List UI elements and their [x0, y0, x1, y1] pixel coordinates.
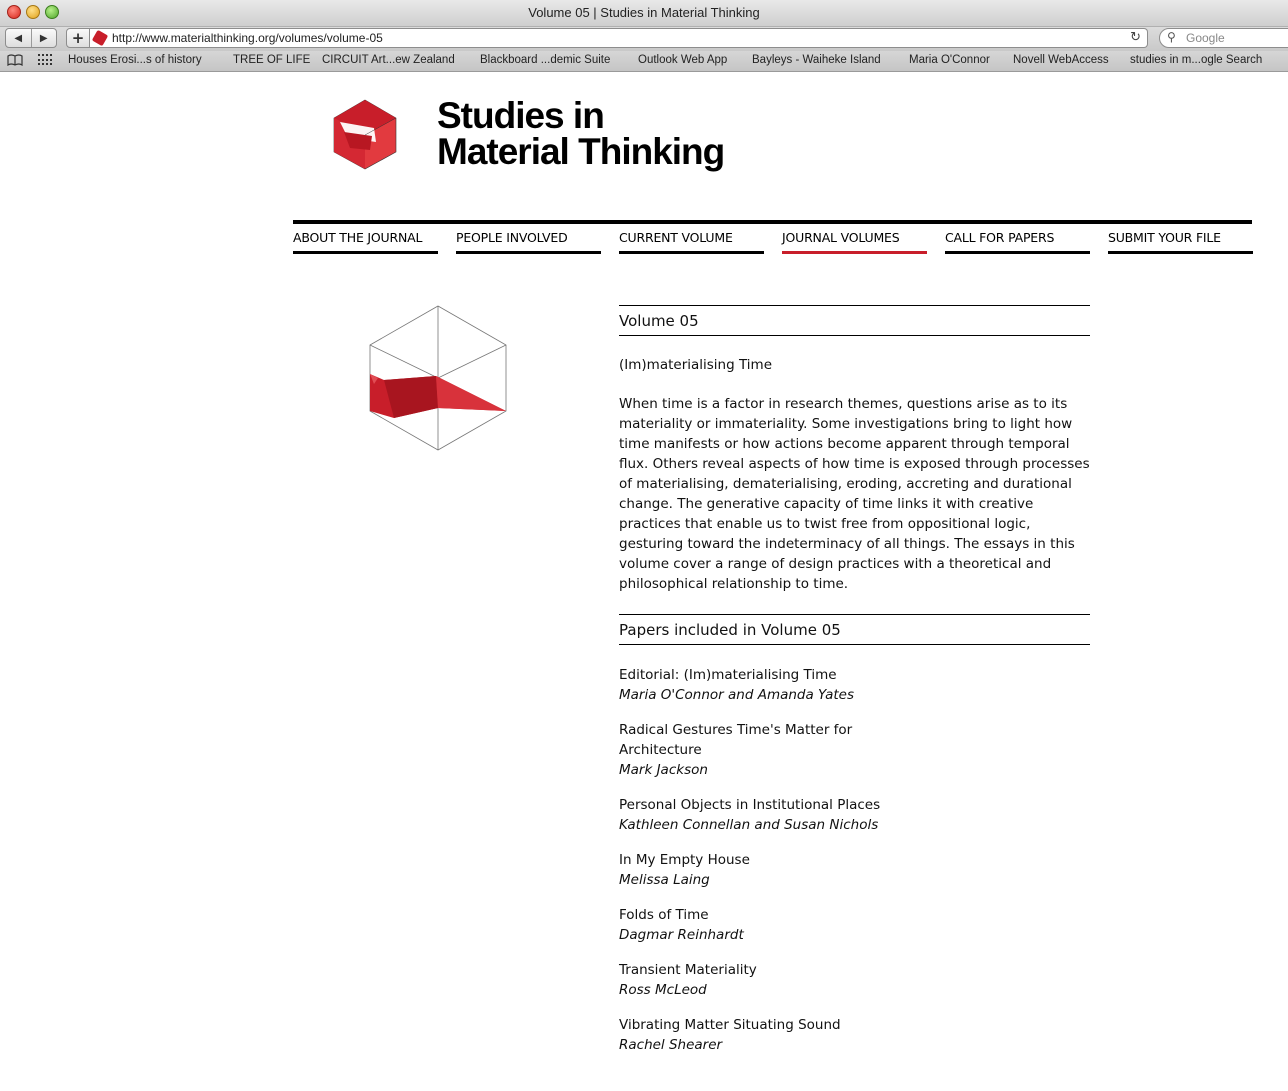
- bookmark-item[interactable]: Houses Erosi...s of history: [68, 54, 202, 66]
- volume-heading: Volume 05: [619, 305, 1090, 336]
- window-title: Volume 05 | Studies in Material Thinking: [528, 5, 760, 20]
- bookmark-item[interactable]: studies in m...ogle Search: [1130, 54, 1263, 66]
- site-favicon-icon: [92, 30, 108, 46]
- paper-title[interactable]: Personal Objects in Institutional Places: [619, 797, 881, 813]
- papers-list: [619, 665, 1090, 1055]
- paper-authors: Kathleen Connellan and Susan Nichols: [619, 817, 879, 833]
- site-title-line1: Studies in: [437, 95, 604, 136]
- bookmark-item[interactable]: Maria O'Connor: [909, 54, 990, 66]
- paper-authors: Maria O'Connor and Amanda Yates: [619, 687, 854, 703]
- bookmark-item[interactable]: Outlook Web App: [638, 54, 728, 66]
- nav-journal-volumes[interactable]: JOURNAL VOLUMES: [782, 224, 927, 254]
- paper-authors: Rachel Shearer: [619, 1037, 723, 1053]
- nav-call-for-papers[interactable]: CALL FOR PAPERS: [945, 224, 1090, 254]
- paper-title[interactable]: Vibrating Matter Situating Sound: [619, 1017, 841, 1033]
- add-bookmark-button[interactable]: +: [66, 28, 90, 48]
- paper-authors: Dagmar Reinhardt: [619, 927, 744, 943]
- bookmark-item[interactable]: CIRCUIT Art...ew Zealand: [322, 54, 455, 66]
- volume-content: [619, 305, 1090, 1070]
- top-sites-grid-icon[interactable]: [38, 54, 52, 66]
- paper-authors: Mark Jackson: [619, 762, 708, 778]
- bookmarks-bar: [0, 51, 1288, 72]
- bookmark-item[interactable]: Blackboard ...demic Suite: [480, 54, 611, 66]
- paper-item[interactable]: [619, 720, 1090, 780]
- forward-arrow-icon[interactable]: ▶: [39, 32, 48, 44]
- paper-item[interactable]: [619, 905, 1090, 945]
- search-field[interactable]: [1159, 28, 1288, 48]
- paper-authors: Ross McLeod: [619, 982, 707, 998]
- volume-cube-illustration: [368, 304, 508, 452]
- reading-list-book-icon[interactable]: [7, 54, 23, 66]
- reload-icon[interactable]: ↻: [1130, 30, 1141, 45]
- paper-title[interactable]: In My Empty House: [619, 852, 750, 868]
- history-buttons: [5, 28, 57, 48]
- papers-heading: Papers included in Volume 05: [619, 614, 1090, 645]
- url-text[interactable]: http://www.materialthinking.org/volumes/volume-05: [112, 31, 383, 45]
- search-placeholder: Google: [1186, 31, 1225, 45]
- volume-description: When time is a factor in research themes, questions arise as to its materiality or immateriality. Some investigations bring to light how time manifests or how actions become apparent through temporal flux. Others reveal aspects of how time is exposed through processes of materialising, dematerialising, eroding, accreting and durational change. The generative capacity of time links it with creative practices that enable us to twist free from oppositional logic, gesturing toward the indeterminacy of all things. The essays in this volume cover a range of design practices with a theoretical and philosophical relationship to time.: [619, 396, 1090, 592]
- paper-item[interactable]: [619, 795, 1090, 835]
- bookmark-item[interactable]: Novell WebAccess: [1013, 54, 1109, 66]
- volume-subtitle: (Im)materialising Time: [619, 357, 773, 373]
- paper-item[interactable]: [619, 1015, 1090, 1055]
- nav-submit-your-file[interactable]: SUBMIT YOUR FILE: [1108, 224, 1253, 254]
- address-bar[interactable]: [90, 28, 1148, 48]
- nav-current-volume[interactable]: CURRENT VOLUME: [619, 224, 764, 254]
- bookmark-item[interactable]: Bayleys - Waiheke Island: [752, 54, 881, 66]
- paper-title[interactable]: Editorial: (Im)materialising Time: [619, 667, 837, 683]
- paper-authors: Melissa Laing: [619, 872, 710, 888]
- paper-title[interactable]: Folds of Time: [619, 907, 709, 923]
- paper-item[interactable]: [619, 960, 1090, 1000]
- paper-title[interactable]: Transient Materiality: [619, 962, 757, 978]
- bookmark-item[interactable]: TREE OF LIFE: [233, 54, 311, 66]
- search-icon: ⚲: [1167, 30, 1176, 44]
- nav-about-the-journal[interactable]: ABOUT THE JOURNAL: [293, 224, 438, 254]
- browser-toolbar: [0, 27, 1288, 51]
- paper-item[interactable]: [619, 850, 1090, 890]
- site-title[interactable]: [437, 95, 725, 172]
- paper-title[interactable]: Radical Gestures Time's Matter for Architecture: [619, 722, 853, 758]
- nav-people-involved[interactable]: PEOPLE INVOLVED: [456, 224, 601, 254]
- site-title-line2: Material Thinking: [437, 131, 725, 172]
- paper-item[interactable]: [619, 665, 1090, 705]
- site-logo-cube-icon[interactable]: [330, 98, 400, 170]
- back-arrow-icon[interactable]: ◀: [6, 29, 32, 47]
- window-titlebar: [0, 0, 1288, 27]
